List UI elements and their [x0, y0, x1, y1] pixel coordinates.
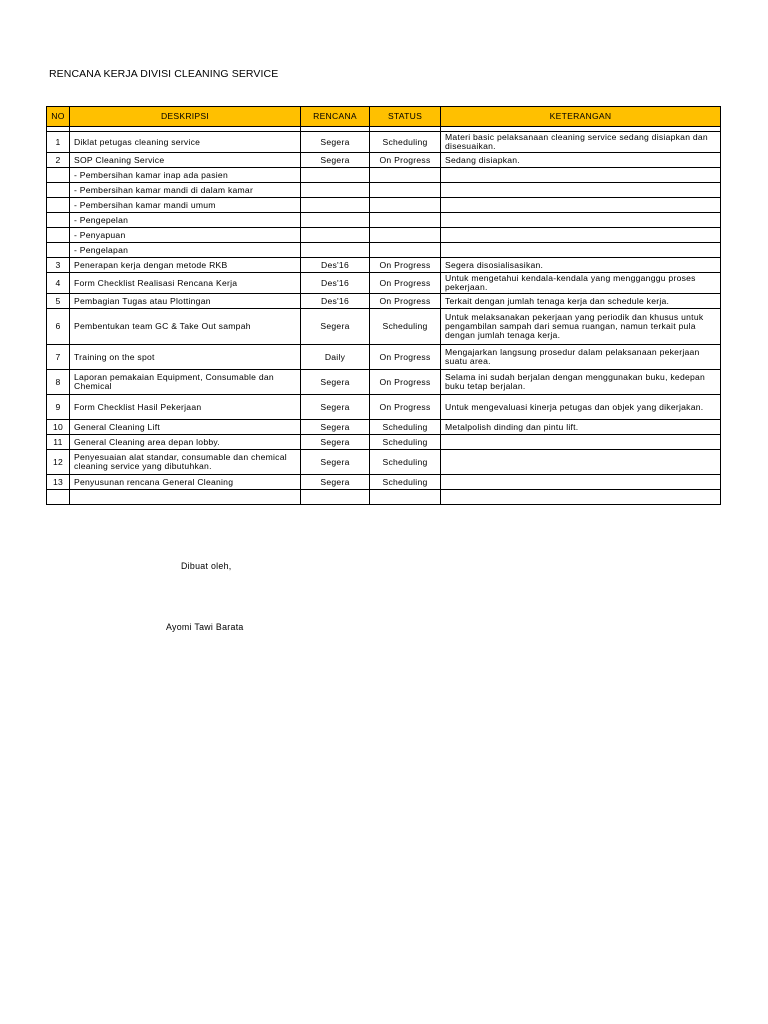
cell-deskripsi: Penerapan kerja dengan metode RKB [70, 258, 301, 273]
cell-keterangan [441, 435, 721, 450]
cell-no [47, 213, 70, 228]
table-row [47, 435, 721, 450]
table-row [47, 258, 721, 273]
cell-rencana: Segera [301, 370, 370, 395]
made-by-label: Dibuat oleh, [181, 561, 232, 571]
cell-keterangan: Materi basic pelaksanaan cleaning service sedang disiapkan dan disesuaikan. [441, 132, 721, 153]
table-row [47, 198, 721, 213]
cell-no [47, 168, 70, 183]
cell-rencana: Segera [301, 475, 370, 490]
cell-keterangan [441, 243, 721, 258]
cell-no: 2 [47, 153, 70, 168]
header-status: STATUS [370, 107, 441, 127]
cell-status: On Progress [370, 345, 441, 370]
table-row [47, 294, 721, 309]
table-row [47, 345, 721, 370]
table-row [47, 168, 721, 183]
cell-keterangan [441, 228, 721, 243]
cell-keterangan: Untuk melaksanakan pekerjaan yang periodik dan khusus untuk pengambilan sampah dari semua ruangan, namun terkait pula dengan jumlah tenaga kerja. [441, 309, 721, 345]
cell-rencana [301, 183, 370, 198]
cell-no: 5 [47, 294, 70, 309]
cell-rencana [301, 213, 370, 228]
cell-keterangan: Terkait dengan jumlah tenaga kerja dan schedule kerja. [441, 294, 721, 309]
cell-status [370, 243, 441, 258]
cell-no: 11 [47, 435, 70, 450]
cell-rencana: Segera [301, 420, 370, 435]
cell-rencana [301, 168, 370, 183]
cell-deskripsi: SOP Cleaning Service [70, 153, 301, 168]
cell-no: 12 [47, 450, 70, 475]
document-title: RENCANA KERJA DIVISI CLEANING SERVICE [49, 68, 279, 80]
cell-rencana: Daily [301, 345, 370, 370]
cell-deskripsi: Form Checklist Hasil Pekerjaan [70, 395, 301, 420]
cell-keterangan: Untuk mengetahui kendala-kendala yang mengganggu proses pekerjaan. [441, 273, 721, 294]
cell-keterangan: Mengajarkan langsung prosedur dalam pelaksanaan pekerjaan suatu area. [441, 345, 721, 370]
cell-deskripsi: Penyesuaian alat standar, consumable dan chemical cleaning service yang dibutuhkan. [70, 450, 301, 475]
cell-status: On Progress [370, 258, 441, 273]
cell-deskripsi: Laporan pemakaian Equipment, Consumable dan Chemical [70, 370, 301, 395]
cell-keterangan [441, 475, 721, 490]
cell-no [47, 198, 70, 213]
cell-status: On Progress [370, 370, 441, 395]
cell-status: Scheduling [370, 420, 441, 435]
cell-status: On Progress [370, 294, 441, 309]
header-keterangan: KETERANGAN [441, 107, 721, 127]
table-row [47, 475, 721, 490]
table-row [47, 450, 721, 475]
cell-rencana: Des'16 [301, 294, 370, 309]
cell-keterangan [441, 213, 721, 228]
cell-deskripsi: Form Checklist Realisasi Rencana Kerja [70, 273, 301, 294]
cell-no: 9 [47, 395, 70, 420]
cell-rencana: Segera [301, 435, 370, 450]
cell-status: Scheduling [370, 450, 441, 475]
cell-no: 8 [47, 370, 70, 395]
cell-no [47, 490, 70, 505]
cell-rencana [301, 243, 370, 258]
cell-keterangan: Selama ini sudah berjalan dengan menggunakan buku, kedepan buku tetap berjalan. [441, 370, 721, 395]
table-row [47, 243, 721, 258]
cell-keterangan [441, 450, 721, 475]
cell-deskripsi: - Pembersihan kamar inap ada pasien [70, 168, 301, 183]
cell-no: 6 [47, 309, 70, 345]
cell-rencana: Segera [301, 132, 370, 153]
table-row [47, 153, 721, 168]
cell-keterangan: Sedang disiapkan. [441, 153, 721, 168]
cell-no: 7 [47, 345, 70, 370]
cell-keterangan [441, 183, 721, 198]
cell-deskripsi: General Cleaning area depan lobby. [70, 435, 301, 450]
cell-rencana: Des'16 [301, 273, 370, 294]
cell-status: On Progress [370, 395, 441, 420]
cell-no: 10 [47, 420, 70, 435]
cell-deskripsi: Training on the spot [70, 345, 301, 370]
cell-deskripsi: Diklat petugas cleaning service [70, 132, 301, 153]
cell-keterangan: Segera disosialisasikan. [441, 258, 721, 273]
signatory-name: Ayomi Tawi Barata [166, 622, 244, 632]
table-row [47, 273, 721, 294]
table-row [47, 228, 721, 243]
cell-no: 3 [47, 258, 70, 273]
work-plan-table [46, 106, 721, 505]
cell-rencana: Des'16 [301, 258, 370, 273]
cell-deskripsi [70, 490, 301, 505]
cell-status [370, 183, 441, 198]
header-rencana: RENCANA [301, 107, 370, 127]
cell-rencana: Segera [301, 153, 370, 168]
cell-status: On Progress [370, 273, 441, 294]
cell-no: 13 [47, 475, 70, 490]
cell-rencana [301, 490, 370, 505]
cell-keterangan [441, 198, 721, 213]
table-row [47, 370, 721, 395]
cell-deskripsi: - Pembersihan kamar mandi umum [70, 198, 301, 213]
cell-deskripsi: General Cleaning Lift [70, 420, 301, 435]
cell-no [47, 183, 70, 198]
cell-status [370, 168, 441, 183]
cell-no: 1 [47, 132, 70, 153]
cell-status: Scheduling [370, 435, 441, 450]
cell-deskripsi: Pembentukan team GC & Take Out sampah [70, 309, 301, 345]
cell-status: Scheduling [370, 475, 441, 490]
table-header-row [47, 107, 721, 127]
cell-no [47, 243, 70, 258]
cell-deskripsi: - Penyapuan [70, 228, 301, 243]
cell-rencana: Segera [301, 309, 370, 345]
cell-keterangan [441, 490, 721, 505]
cell-deskripsi: Penyusunan rencana General Cleaning [70, 475, 301, 490]
cell-deskripsi: - Pengelapan [70, 243, 301, 258]
cell-rencana: Segera [301, 395, 370, 420]
cell-status: Scheduling [370, 132, 441, 153]
table-row [47, 213, 721, 228]
table-row [47, 490, 721, 505]
cell-status [370, 213, 441, 228]
cell-status: On Progress [370, 153, 441, 168]
table-row [47, 309, 721, 345]
cell-no [47, 228, 70, 243]
cell-no: 4 [47, 273, 70, 294]
cell-status [370, 490, 441, 505]
table-body [47, 127, 721, 505]
cell-rencana [301, 198, 370, 213]
cell-status: Scheduling [370, 309, 441, 345]
cell-keterangan [441, 168, 721, 183]
table-row [47, 183, 721, 198]
cell-deskripsi: - Pengepelan [70, 213, 301, 228]
table-row [47, 420, 721, 435]
cell-status [370, 228, 441, 243]
cell-deskripsi: - Pembersihan kamar mandi di dalam kamar [70, 183, 301, 198]
table-row [47, 132, 721, 153]
table-row [47, 395, 721, 420]
header-deskripsi: DESKRIPSI [70, 107, 301, 127]
cell-deskripsi: Pembagian Tugas atau Plottingan [70, 294, 301, 309]
cell-keterangan: Metalpolish dinding dan pintu lift. [441, 420, 721, 435]
cell-status [370, 198, 441, 213]
cell-rencana [301, 228, 370, 243]
header-no: NO [47, 107, 70, 127]
cell-keterangan: Untuk mengevaluasi kinerja petugas dan objek yang dikerjakan. [441, 395, 721, 420]
cell-rencana: Segera [301, 450, 370, 475]
